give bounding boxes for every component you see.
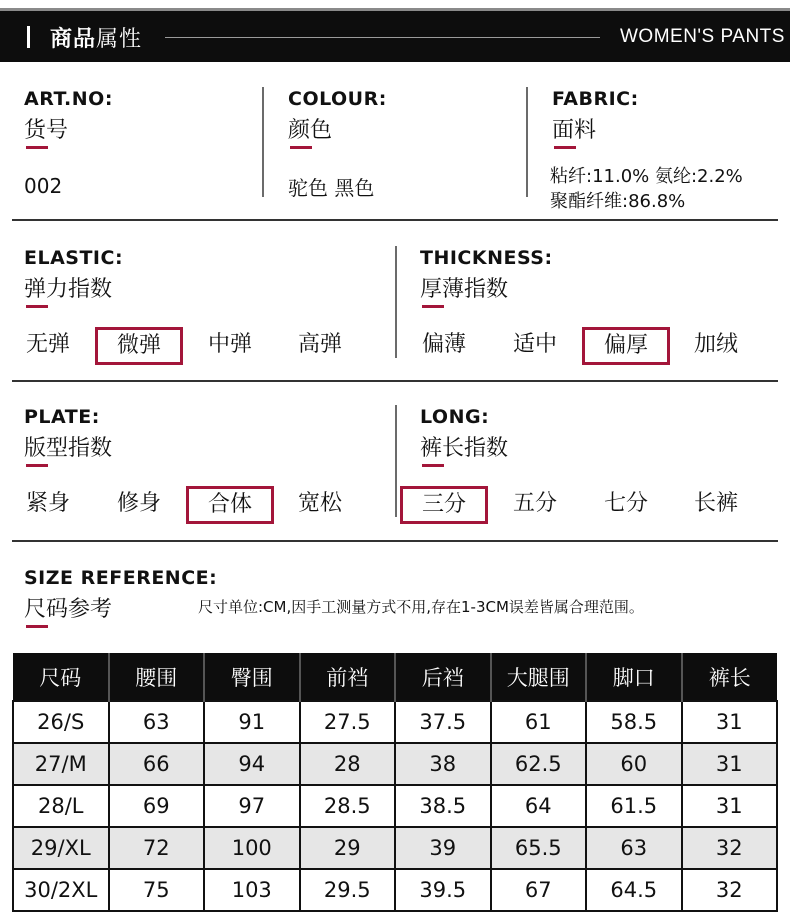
table-cell: 38	[395, 743, 491, 785]
long-option: 七分	[603, 491, 648, 516]
table-cell: 72	[109, 827, 205, 869]
plate-accent	[26, 464, 48, 467]
table-cell: 30/2XL	[13, 869, 109, 911]
long-option: 五分	[512, 491, 557, 516]
table-cell: 27.5	[300, 701, 396, 743]
size-table	[12, 653, 778, 912]
plate-label-en: PLATE:	[24, 406, 100, 428]
size-note: 尺寸单位:CM,因手工测量方式不用,存在1-3CM误差皆属合理范围。	[198, 598, 644, 616]
plate-option: 修身	[116, 491, 161, 516]
elastic-accent	[26, 305, 48, 308]
plate-option-selected: 合体	[186, 486, 274, 524]
art-no-label-cn: 货号	[24, 118, 69, 143]
table-cell: 63	[109, 701, 205, 743]
thickness-option-selected: 偏厚	[582, 327, 670, 365]
fabric-accent	[554, 146, 576, 149]
table-cell: 31	[682, 743, 778, 785]
plate-option: 宽松	[297, 491, 342, 516]
elastic-option: 中弹	[207, 332, 252, 357]
table-cell: 64.5	[586, 869, 682, 911]
art-no-value: 002	[24, 174, 63, 198]
column-header: 后裆	[395, 653, 491, 701]
table-cell: 38.5	[395, 785, 491, 827]
table-row	[13, 785, 777, 827]
table-cell: 37.5	[395, 701, 491, 743]
table-cell: 75	[109, 869, 205, 911]
table-cell: 31	[682, 701, 778, 743]
table-row	[13, 701, 777, 743]
thickness-accent	[422, 305, 444, 308]
section-divider	[12, 219, 778, 221]
table-cell: 69	[109, 785, 205, 827]
fabric-label-en: FABRIC:	[552, 88, 639, 110]
divider	[526, 87, 528, 197]
section-divider	[12, 540, 778, 542]
table-cell: 97	[204, 785, 300, 827]
table-cell: 29	[300, 827, 396, 869]
table-cell: 64	[491, 785, 587, 827]
table-cell: 61	[491, 701, 587, 743]
elastic-label-cn: 弹力指数	[24, 277, 113, 302]
column-header: 裤长	[682, 653, 778, 701]
fabric-label-cn: 面料	[552, 118, 597, 143]
table-cell: 26/S	[13, 701, 109, 743]
table-cell: 58.5	[586, 701, 682, 743]
thickness-label-cn: 厚薄指数	[420, 277, 509, 302]
table-cell: 94	[204, 743, 300, 785]
column-header: 尺码	[13, 653, 109, 701]
plate-label-cn: 版型指数	[24, 436, 113, 461]
thickness-option: 适中	[512, 332, 557, 357]
plate-option: 紧身	[25, 491, 70, 516]
elastic-label-en: ELASTIC:	[24, 247, 124, 269]
long-label-cn: 裤长指数	[420, 436, 509, 461]
table-cell: 100	[204, 827, 300, 869]
section-header	[0, 11, 790, 62]
table-row	[13, 827, 777, 869]
table-cell: 32	[682, 869, 778, 911]
column-header: 大腿围	[491, 653, 587, 701]
table-cell: 61.5	[586, 785, 682, 827]
category-label: WOMEN'S PANTS	[620, 26, 785, 47]
size-reference-label-cn: 尺码参考	[24, 597, 113, 622]
table-cell: 29/XL	[13, 827, 109, 869]
long-accent	[422, 464, 444, 467]
divider	[395, 246, 397, 358]
table-cell: 32	[682, 827, 778, 869]
thickness-label-en: THICKNESS:	[420, 247, 553, 269]
column-header: 脚口	[586, 653, 682, 701]
table-cell: 91	[204, 701, 300, 743]
elastic-option: 高弹	[297, 332, 342, 357]
table-cell: 27/M	[13, 743, 109, 785]
colour-label-en: COLOUR:	[288, 88, 387, 110]
table-cell: 67	[491, 869, 587, 911]
elastic-option-selected: 微弹	[95, 327, 183, 365]
table-cell: 62.5	[491, 743, 587, 785]
thickness-option: 加绒	[693, 332, 738, 357]
size-reference-accent	[26, 625, 48, 628]
colour-value: 驼色 黑色	[288, 176, 375, 200]
table-cell: 31	[682, 785, 778, 827]
long-label-en: LONG:	[420, 406, 490, 428]
table-cell: 28/L	[13, 785, 109, 827]
long-option: 长裤	[693, 491, 738, 516]
table-cell: 60	[586, 743, 682, 785]
thickness-option: 偏薄	[421, 332, 466, 357]
header-bar-mark	[27, 26, 30, 48]
art-no-accent	[26, 146, 48, 149]
table-cell: 39	[395, 827, 491, 869]
table-cell: 66	[109, 743, 205, 785]
colour-accent	[290, 146, 312, 149]
colour-label-cn: 颜色	[288, 118, 333, 143]
table-row	[13, 869, 777, 911]
table-header-row	[13, 653, 777, 701]
table-cell: 28	[300, 743, 396, 785]
fabric-composition-line2: 聚酯纤维:86.8%	[550, 191, 686, 212]
elastic-option: 无弹	[25, 332, 70, 357]
column-header: 前裆	[300, 653, 396, 701]
table-cell: 39.5	[395, 869, 491, 911]
column-header: 腰围	[109, 653, 205, 701]
table-cell: 28.5	[300, 785, 396, 827]
table-cell: 65.5	[491, 827, 587, 869]
long-option-selected: 三分	[400, 486, 488, 524]
column-header: 臀围	[204, 653, 300, 701]
table-cell: 63	[586, 827, 682, 869]
fabric-composition-line1: 粘纤:11.0% 氨纶:2.2%	[550, 166, 743, 187]
section-divider	[12, 380, 778, 382]
table-cell: 29.5	[300, 869, 396, 911]
art-no-label-en: ART.NO:	[24, 88, 113, 110]
section-title: 商品属性	[50, 27, 143, 52]
table-cell: 103	[204, 869, 300, 911]
size-reference-label-en: SIZE REFERENCE:	[24, 567, 218, 589]
divider	[262, 87, 264, 197]
header-rule	[165, 37, 600, 38]
divider	[395, 405, 397, 517]
table-row	[13, 743, 777, 785]
